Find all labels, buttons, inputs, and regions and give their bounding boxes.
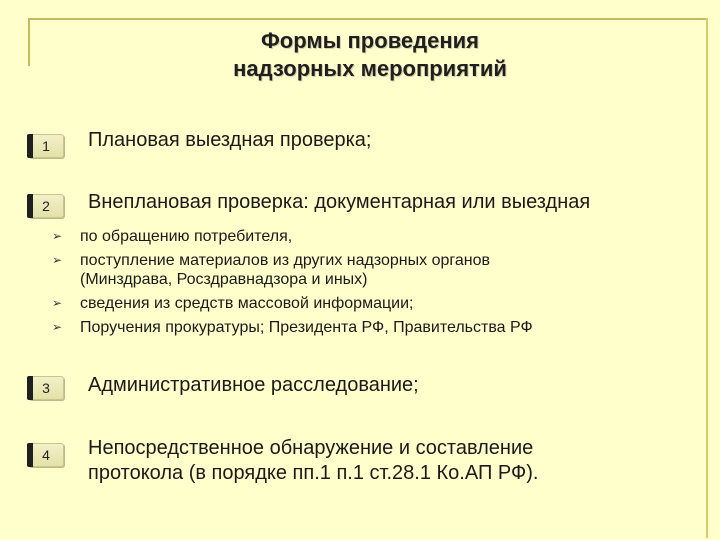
title-line-2: надзорных мероприятий — [233, 56, 507, 81]
bullet-item — [52, 318, 670, 337]
number-badge — [28, 194, 64, 218]
badge-number: 1 — [42, 138, 50, 154]
badge-tab — [27, 194, 33, 218]
arrowhead-bullet-icon: ➢ — [52, 229, 63, 243]
page-title — [0, 27, 720, 83]
number-badge — [28, 376, 64, 400]
list-item-text: Административное расследование; — [88, 374, 419, 396]
badge-tab — [27, 134, 33, 158]
list-item-3 — [28, 376, 419, 400]
list-item-4 — [28, 437, 539, 486]
bullet-text: Поручения прокуратуры; Президента РФ, Правительства РФ — [80, 319, 533, 336]
frame-right-line — [706, 18, 708, 538]
bullet-list — [52, 227, 670, 337]
frame-top-line — [28, 18, 708, 20]
badge-number: 3 — [42, 380, 50, 396]
list-item-text-line-1: Непосредственное обнаружение и составление — [88, 437, 534, 459]
title-line-1: Формы проведения — [260, 28, 480, 53]
bullet-item — [52, 227, 670, 246]
list-item-text: Плановая выездная проверка; — [88, 129, 372, 151]
bullet-item — [52, 294, 670, 313]
badge-number: 4 — [42, 447, 50, 463]
bullet-text: сведения из средств массовой информации; — [80, 295, 414, 312]
bullet-item — [52, 251, 670, 289]
list-item-text-line-2: протокола (в порядке пп.1 п.1 ст.28.1 Ко.АП РФ). — [88, 462, 539, 484]
list-item-text — [88, 436, 538, 486]
bullet-text: поступление материалов из других надзорных органов (Минздрава, Росздравнадзора и иных) — [80, 252, 490, 288]
number-badge — [28, 134, 64, 158]
list-item-2 — [28, 191, 591, 218]
badge-tab — [27, 376, 33, 400]
arrowhead-bullet-icon: ➢ — [52, 253, 63, 267]
badge-number: 2 — [42, 198, 50, 214]
badge-tab — [27, 443, 33, 467]
list-item-1 — [28, 129, 372, 158]
arrowhead-bullet-icon: ➢ — [52, 320, 63, 334]
number-badge — [28, 443, 64, 467]
list-item-text: Внеплановая проверка: документарная или выездная — [88, 191, 591, 213]
bullet-text: по обращению потребителя, — [80, 228, 293, 245]
arrowhead-bullet-icon: ➢ — [52, 296, 63, 310]
